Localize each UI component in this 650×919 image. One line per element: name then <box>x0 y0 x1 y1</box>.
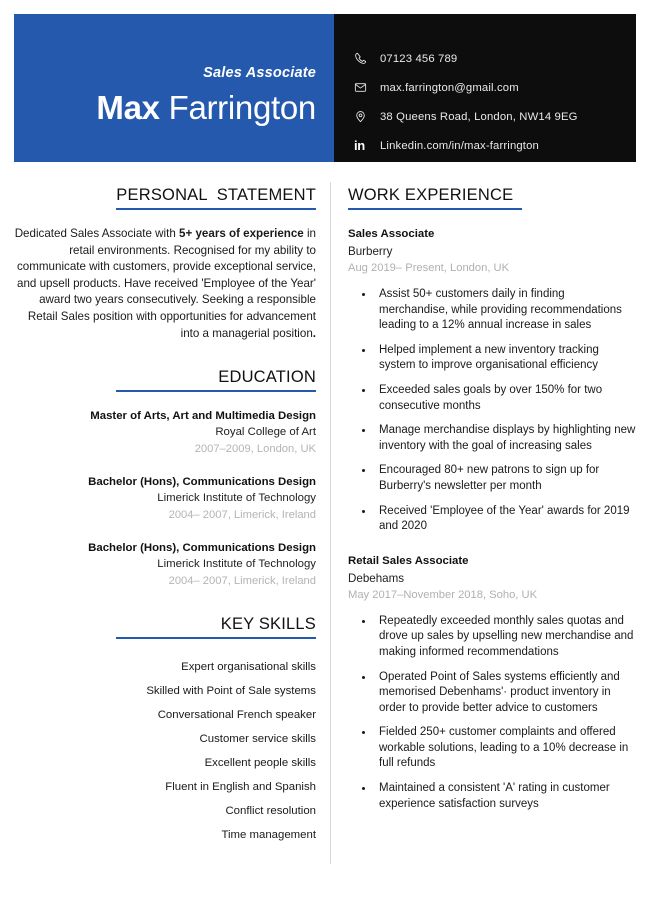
work-experience-rule <box>348 208 522 210</box>
job-bullet: Maintained a consistent 'A' rating in customer experience satisfaction surveys <box>348 781 636 812</box>
job-title: Sales Associate <box>348 228 435 240</box>
full-name <box>96 88 316 128</box>
education-school: Limerick Institute of Technology <box>157 558 316 571</box>
education-entry <box>14 540 316 589</box>
skill-item: Time management <box>221 829 316 842</box>
education-rule <box>116 390 316 392</box>
education-degree: Master of Arts, Art and Multimedia Design <box>90 410 316 423</box>
personal-statement-heading: PERSONAL STATEMENT <box>116 186 316 204</box>
education-entry <box>14 474 316 523</box>
left-column <box>14 186 316 873</box>
linkedin-glyph: in <box>354 138 365 153</box>
key-skills-rule <box>116 637 316 639</box>
job-bullet: Repeatedly exceeded monthly sales quotas and drove up sales by upselling new merchandise and making informed recommendations <box>348 614 636 661</box>
statement-highlight: 5+ years of experience <box>179 227 304 240</box>
phone-value: 07123 456 789 <box>380 52 458 65</box>
contact-address[interactable] <box>354 102 636 131</box>
job-bullet: Received 'Employee of the Year' awards for 2019 and 2020 <box>348 504 636 535</box>
personal-statement-rule-wrap <box>14 208 316 226</box>
education-entry <box>14 408 316 457</box>
job-bullet-list <box>348 614 636 813</box>
job-entry <box>348 226 636 535</box>
address-value: 38 Queens Road, London, NW14 9EG <box>380 110 578 123</box>
email-value: max.farrington@gmail.com <box>380 81 519 94</box>
job-dates: May 2017–November 2018, Soho, UK <box>348 588 538 601</box>
education-section <box>14 368 316 589</box>
name-banner <box>14 14 334 162</box>
first-name: Max <box>96 89 160 126</box>
job-bullet: Helped implement a new inventory tracking system to improve organisational efficiency <box>348 343 636 374</box>
job-bullet: Operated Point of Sales systems efficiently and memorised Debenhams'· product inventory in order to provide better advice to customers <box>348 670 636 717</box>
statement-part-after: in retail environments. Recognised for my ability to communicate with customers, provide exceptional service, and upsell products. Have received 'Employee of the Year' award two years consecutively. Seeking a responsible Retail Sales position with opportunities for advancement into a managerial position <box>17 227 316 340</box>
statement-part-before: Dedicated Sales Associate with <box>14 227 180 240</box>
skill-item: Skilled with Point of Sale systems <box>146 685 316 698</box>
job-bullet: Exceeded sales goals by over 150% for two consecutive months <box>348 383 636 414</box>
work-experience-heading: WORK EXPERIENCE <box>348 186 514 204</box>
work-experience-rule-wrap <box>348 208 636 210</box>
job-dates: Aug 2019– Present, London, UK <box>348 262 510 274</box>
education-dates: 2004– 2007, Limerick, Ireland <box>168 508 316 521</box>
job-bullet: Fielded 250+ customer complaints and offered workable solutions, leading to a 10% decrease in full refunds <box>348 725 636 772</box>
key-skills-rule-wrap <box>14 637 316 655</box>
contact-phone[interactable] <box>354 44 636 73</box>
skill-item: Conversational French speaker <box>157 709 316 722</box>
skill-item: Excellent people skills <box>204 757 316 770</box>
personal-statement-text <box>14 226 316 342</box>
job-bullet: Manage merchandise displays by highlighting new inventory with the goal of increasing sales <box>348 423 636 454</box>
skill-item: Customer service skills <box>199 733 316 746</box>
job-company: Burberry <box>348 245 393 258</box>
resume-header <box>14 14 636 162</box>
skill-item: Expert organisational skills <box>181 661 316 674</box>
skill-item: Conflict resolution <box>225 805 316 818</box>
last-name: Farrington <box>159 89 316 126</box>
education-degree: Bachelor (Hons), Communications Design <box>88 476 316 489</box>
job-bullet: Assist 50+ customers daily in finding merchandise, while providing recommendations leading to a 12% annual increase in sales <box>348 287 636 334</box>
job-bullet: Encouraged 80+ new patrons to sign up for Burberry's newsletter per month <box>348 463 636 494</box>
education-dates: 2004– 2007, Limerick, Ireland <box>168 574 316 587</box>
contact-linkedin[interactable] <box>354 131 636 160</box>
education-rule-wrap <box>14 390 316 408</box>
key-skills-section <box>14 615 316 847</box>
role-title: Sales Associate <box>203 65 316 81</box>
education-heading: EDUCATION <box>218 368 316 387</box>
education-degree: Bachelor (Hons), Communications Design <box>88 542 316 555</box>
key-skills-heading: KEY SKILLS <box>220 615 316 634</box>
contact-panel <box>334 14 636 162</box>
contact-email[interactable] <box>354 73 636 102</box>
education-school: Royal College of Art <box>215 426 316 439</box>
linkedin-icon <box>354 138 380 153</box>
linkedin-value: Linkedin.com/in/max-farrington <box>380 139 539 152</box>
job-title: Retail Sales Associate <box>348 554 469 567</box>
right-column <box>348 186 636 838</box>
skill-item: Fluent in English and Spanish <box>165 781 316 794</box>
column-divider <box>330 182 331 864</box>
personal-statement-rule <box>116 208 316 210</box>
work-experience-section <box>348 186 636 812</box>
personal-statement-section <box>14 186 316 342</box>
job-entry <box>348 553 636 813</box>
location-pin-icon <box>354 110 380 123</box>
statement-part-end: . <box>312 326 316 340</box>
education-dates: 2007–2009, London, UK <box>194 442 316 455</box>
envelope-icon <box>354 81 380 94</box>
job-bullet-list <box>348 287 636 535</box>
job-company: Debehams <box>348 571 405 585</box>
phone-icon <box>354 52 380 65</box>
education-school: Limerick Institute of Technology <box>157 492 316 505</box>
